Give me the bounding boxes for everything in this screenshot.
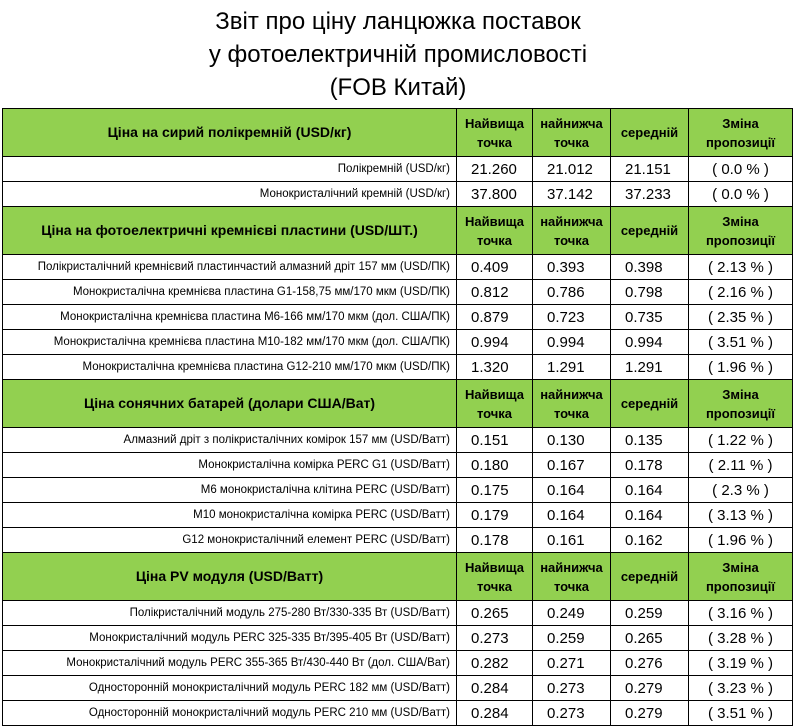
avg-value: 0.735 <box>611 305 689 330</box>
high-value: 0.265 <box>457 601 533 626</box>
row-label: Монокристалічна кремнієва пластина G12-210 мм/170 мкм (USD/ПК) <box>3 355 457 380</box>
title-line-3: (FOB Китай) <box>329 73 467 101</box>
header-change: Зміна пропозиції <box>689 553 793 601</box>
row-label: Полікристалічний модуль 275-280 Вт/330-335 Вт (USD/Ватт) <box>3 601 457 626</box>
section-title: Ціна PV модуля (USD/Ватт) <box>3 553 457 601</box>
row-label: Монокристалічний модуль PERC 325-335 Вт/395-405 Вт (USD/Ватт) <box>3 626 457 651</box>
section-header-row <box>3 380 793 428</box>
table-row <box>3 528 793 553</box>
change-value: ( 3.19 % ) <box>689 651 793 676</box>
high-value: 0.175 <box>457 478 533 503</box>
avg-value: 0.994 <box>611 330 689 355</box>
header-avg: середній <box>611 207 689 255</box>
section-title: Ціна на фотоелектричні кремнієві пластини (USD/ШТ.) <box>3 207 457 255</box>
table-row <box>3 428 793 453</box>
title-line-1: Звіт про ціну ланцюжка поставок <box>215 7 581 35</box>
table-row <box>3 651 793 676</box>
avg-value: 0.259 <box>611 601 689 626</box>
table-row <box>3 255 793 280</box>
change-value: ( 1.96 % ) <box>689 355 793 380</box>
avg-value: 0.265 <box>611 626 689 651</box>
header-low: найнижча точка <box>533 380 611 428</box>
header-change: Зміна пропозиції <box>689 380 793 428</box>
avg-value: 21.151 <box>611 157 689 182</box>
change-value: ( 0.0 % ) <box>689 157 793 182</box>
section-header-row <box>3 109 793 157</box>
row-label: Полікристалічний кремнієвий пластинчастий алмазний дріт 157 мм (USD/ПК) <box>3 255 457 280</box>
table-row <box>3 601 793 626</box>
section-title: Ціна на сирий полікремній (USD/кг) <box>3 109 457 157</box>
low-value: 0.271 <box>533 651 611 676</box>
high-value: 0.180 <box>457 453 533 478</box>
low-value: 0.130 <box>533 428 611 453</box>
title-line-2: у фотоелектричній промисловості <box>208 40 588 68</box>
change-value: ( 1.96 % ) <box>689 528 793 553</box>
row-label: G12 монокристалічний елемент PERC (USD/Ватт) <box>3 528 457 553</box>
table-row <box>3 453 793 478</box>
header-change: Зміна пропозиції <box>689 207 793 255</box>
change-value: ( 2.11 % ) <box>689 453 793 478</box>
table-row <box>3 478 793 503</box>
high-value: 0.812 <box>457 280 533 305</box>
table-row <box>3 701 793 726</box>
header-low: найнижча точка <box>533 207 611 255</box>
low-value: 0.273 <box>533 676 611 701</box>
low-value: 0.723 <box>533 305 611 330</box>
avg-value: 0.798 <box>611 280 689 305</box>
table-row <box>3 503 793 528</box>
avg-value: 0.164 <box>611 478 689 503</box>
header-low: найнижча точка <box>533 109 611 157</box>
high-value: 0.994 <box>457 330 533 355</box>
header-avg: середній <box>611 553 689 601</box>
price-table <box>2 108 793 726</box>
avg-value: 0.135 <box>611 428 689 453</box>
section-header-row <box>3 207 793 255</box>
low-value: 0.786 <box>533 280 611 305</box>
low-value: 0.164 <box>533 503 611 528</box>
row-label: M6 монокристалічна клітина PERC (USD/Ватт) <box>3 478 457 503</box>
section-header-row <box>3 553 793 601</box>
change-value: ( 3.23 % ) <box>689 676 793 701</box>
change-value: ( 3.13 % ) <box>689 503 793 528</box>
avg-value: 0.279 <box>611 701 689 726</box>
avg-value: 0.178 <box>611 453 689 478</box>
header-avg: середній <box>611 380 689 428</box>
header-high: Найвища точка <box>457 207 533 255</box>
table-row <box>3 626 793 651</box>
row-label: Алмазний дріт з полікристалічних комірок 157 мм (USD/Ватт) <box>3 428 457 453</box>
high-value: 0.284 <box>457 701 533 726</box>
row-label: Полікремній (USD/кг) <box>3 157 457 182</box>
low-value: 0.393 <box>533 255 611 280</box>
change-value: ( 2.13 % ) <box>689 255 793 280</box>
avg-value: 0.162 <box>611 528 689 553</box>
high-value: 0.284 <box>457 676 533 701</box>
row-label: Монокристалічна кремнієва пластина M6-166 мм/170 мкм (дол. США/ПК) <box>3 305 457 330</box>
change-value: ( 2.35 % ) <box>689 305 793 330</box>
high-value: 37.800 <box>457 182 533 207</box>
low-value: 0.164 <box>533 478 611 503</box>
change-value: ( 3.28 % ) <box>689 626 793 651</box>
high-value: 0.178 <box>457 528 533 553</box>
table-row <box>3 157 793 182</box>
high-value: 0.879 <box>457 305 533 330</box>
avg-value: 0.398 <box>611 255 689 280</box>
row-label: Монокристалічна комірка PERC G1 (USD/Ватт) <box>3 453 457 478</box>
low-value: 0.167 <box>533 453 611 478</box>
header-low: найнижча точка <box>533 553 611 601</box>
low-value: 0.161 <box>533 528 611 553</box>
header-high: Найвища точка <box>457 380 533 428</box>
change-value: ( 3.16 % ) <box>689 601 793 626</box>
low-value: 0.994 <box>533 330 611 355</box>
row-label: M10 монокристалічна комірка PERC (USD/Ватт) <box>3 503 457 528</box>
table-row <box>3 182 793 207</box>
change-value: ( 2.3 % ) <box>689 478 793 503</box>
avg-value: 37.233 <box>611 182 689 207</box>
high-value: 0.282 <box>457 651 533 676</box>
high-value: 1.320 <box>457 355 533 380</box>
table-row <box>3 330 793 355</box>
low-value: 21.012 <box>533 157 611 182</box>
table-row <box>3 305 793 330</box>
avg-value: 0.279 <box>611 676 689 701</box>
table-row <box>3 676 793 701</box>
low-value: 37.142 <box>533 182 611 207</box>
header-avg: середній <box>611 109 689 157</box>
table-row <box>3 280 793 305</box>
header-change: Зміна пропозиції <box>689 109 793 157</box>
low-value: 1.291 <box>533 355 611 380</box>
high-value: 0.273 <box>457 626 533 651</box>
row-label: Односторонній монокристалічний модуль PERC 182 мм (USD/Ватт) <box>3 676 457 701</box>
high-value: 0.409 <box>457 255 533 280</box>
row-label: Монокристалічний модуль PERC 355-365 Вт/430-440 Вт (дол. США/Ват) <box>3 651 457 676</box>
avg-value: 0.276 <box>611 651 689 676</box>
change-value: ( 3.51 % ) <box>689 701 793 726</box>
table-row <box>3 355 793 380</box>
low-value: 0.273 <box>533 701 611 726</box>
row-label: Монокристалічний кремній (USD/кг) <box>3 182 457 207</box>
avg-value: 1.291 <box>611 355 689 380</box>
header-high: Найвища точка <box>457 109 533 157</box>
row-label: Монокристалічна кремнієва пластина G1-158,75 мм/170 мкм (USD/ПК) <box>3 280 457 305</box>
change-value: ( 3.51 % ) <box>689 330 793 355</box>
high-value: 21.260 <box>457 157 533 182</box>
low-value: 0.259 <box>533 626 611 651</box>
change-value: ( 0.0 % ) <box>689 182 793 207</box>
low-value: 0.249 <box>533 601 611 626</box>
row-label: Односторонній монокристалічний модуль PERC 210 мм (USD/Ватт) <box>3 701 457 726</box>
avg-value: 0.164 <box>611 503 689 528</box>
header-high: Найвища точка <box>457 553 533 601</box>
high-value: 0.179 <box>457 503 533 528</box>
section-title: Ціна сонячних батарей (долари США/Ват) <box>3 380 457 428</box>
high-value: 0.151 <box>457 428 533 453</box>
row-label: Монокристалічна кремнієва пластина M10-182 мм/170 мкм (дол. США/ПК) <box>3 330 457 355</box>
report-title <box>0 0 796 108</box>
change-value: ( 2.16 % ) <box>689 280 793 305</box>
change-value: ( 1.22 % ) <box>689 428 793 453</box>
